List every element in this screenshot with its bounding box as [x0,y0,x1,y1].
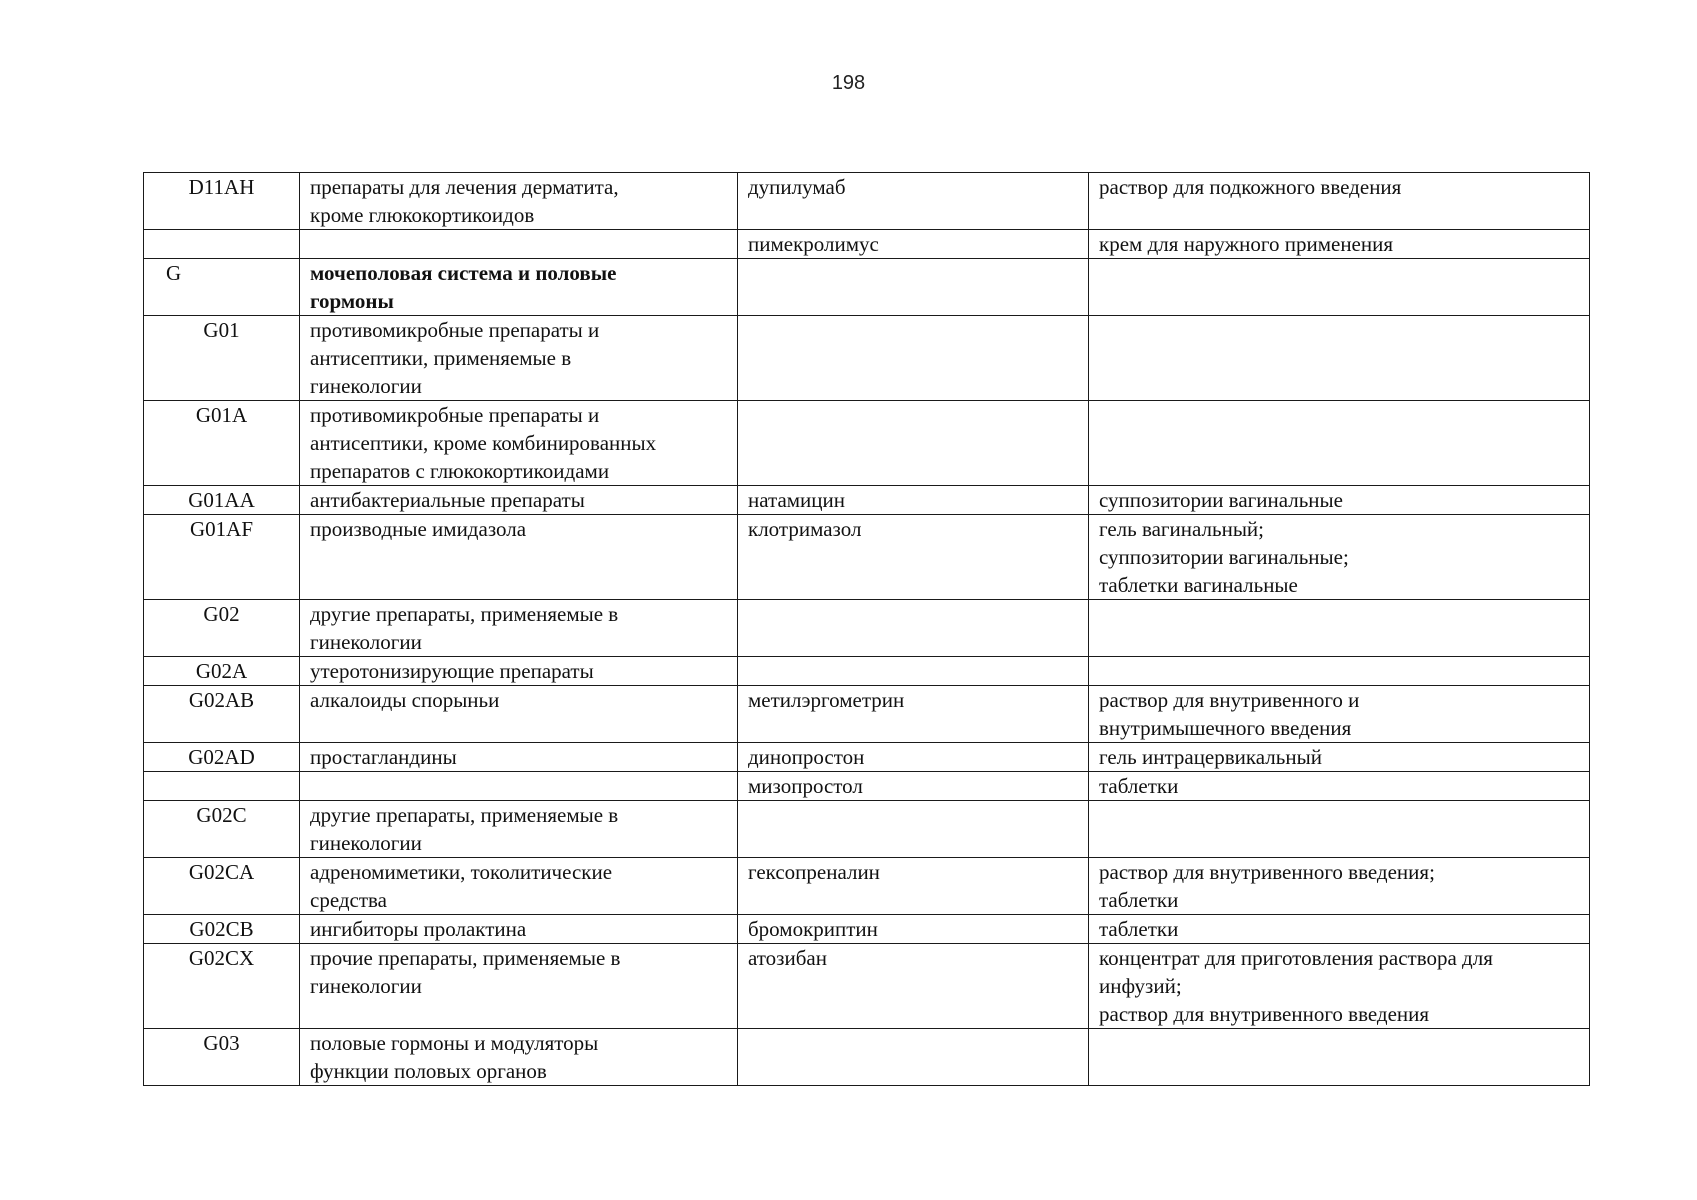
group-name-line: функции половых органов [310,1059,547,1083]
atc-code-cell: G01AF [144,515,300,600]
group-name-line: адреномиметики, токолитические [310,860,613,884]
table-row [144,316,1590,401]
atc-code-cell: G02AB [144,686,300,743]
group-name-line: гинекологии [310,630,422,654]
drug-name-cell [738,316,1089,401]
drug-name-cell [738,743,1089,772]
dosage-form-cell [1089,772,1590,801]
drug-name-line: натамицин [748,488,846,512]
atc-code-cell: G02C [144,801,300,858]
atc-code-cell: G02 [144,600,300,657]
group-name-cell [300,515,738,600]
group-name-line: утеротонизирующие препараты [310,659,594,683]
table-row [144,801,1590,858]
group-name-line: препаратов с глюкокортикоидами [310,459,610,483]
drug-name-cell [738,686,1089,743]
table-row [144,657,1590,686]
group-name-cell [300,173,738,230]
dosage-form-line: раствор для внутривенного введения; [1099,860,1435,884]
atc-code-cell: G02CB [144,915,300,944]
dosage-form-line: суппозитории вагинальные; [1099,545,1349,569]
table-row [144,259,1590,316]
group-name-cell [300,259,738,316]
group-name-cell [300,316,738,401]
table-row [144,772,1590,801]
group-name-line: кроме глюкокортикоидов [310,203,535,227]
group-name-line: половые гормоны и модуляторы [310,1031,599,1055]
group-name-line: антисептики, кроме комбинированных [310,431,657,455]
dosage-form-cell [1089,173,1590,230]
group-name-line: средства [310,888,388,912]
group-name-cell [300,657,738,686]
group-name-cell [300,772,738,801]
dosage-form-line: инфузий; [1099,974,1182,998]
atc-code-cell: G02CA [144,858,300,915]
dosage-form-line: таблетки [1099,888,1179,912]
group-name-cell [300,401,738,486]
table-row [144,686,1590,743]
table-row [144,515,1590,600]
table-body [144,173,1590,1086]
group-name-cell [300,801,738,858]
atc-code-cell: G02CX [144,944,300,1029]
page-number: 198 [831,72,866,94]
group-name-line: антисептики, применяемые в [310,346,572,370]
group-name-line: алкалоиды спорыньи [310,688,500,712]
table-row [144,173,1590,230]
group-name-cell [300,915,738,944]
table-row [144,1029,1590,1086]
group-name-line: другие препараты, применяемые в [310,803,619,827]
atc-code-cell: G02AD [144,743,300,772]
group-name-line: простагландины [310,745,457,769]
drug-name-line: метилэргометрин [748,688,905,712]
atc-code-cell [144,230,300,259]
drug-name-cell [738,858,1089,915]
group-name-line: гинекологии [310,374,422,398]
group-name-line: гормоны [310,289,394,313]
dosage-form-cell [1089,858,1590,915]
dosage-form-cell [1089,486,1590,515]
dosage-form-cell [1089,657,1590,686]
group-name-line: мочеполовая система и половые [310,261,617,285]
group-name-cell [300,743,738,772]
drug-name-cell [738,1029,1089,1086]
dosage-form-cell [1089,230,1590,259]
group-name-cell [300,686,738,743]
atc-code-cell: G01A [144,401,300,486]
dosage-form-cell [1089,944,1590,1029]
group-name-line: гинекологии [310,831,422,855]
group-name-line: противомикробные препараты и [310,403,600,427]
table-row [144,915,1590,944]
drug-name-line: мизопростол [748,774,863,798]
dosage-form-cell [1089,743,1590,772]
dosage-form-line: гель интрацервикальный [1099,745,1322,769]
drug-name-line: пимекролимус [748,232,879,256]
dosage-form-cell [1089,515,1590,600]
dosage-form-cell [1089,401,1590,486]
drug-name-line: динопростон [748,745,865,769]
drug-name-cell [738,515,1089,600]
table-row [144,600,1590,657]
dosage-form-line: раствор для внутривенного и [1099,688,1360,712]
dosage-form-line: концентрат для приготовления раствора для [1099,946,1493,970]
drug-name-cell [738,401,1089,486]
group-name-line: производные имидазола [310,517,527,541]
group-name-cell [300,944,738,1029]
atc-code-cell: G02A [144,657,300,686]
drug-name-line: атозибан [748,946,827,970]
table-row [144,486,1590,515]
dosage-form-cell [1089,259,1590,316]
dosage-form-line: таблетки вагинальные [1099,573,1298,597]
dosage-form-cell [1089,1029,1590,1086]
table-row [144,401,1590,486]
group-name-line: гинекологии [310,974,422,998]
atc-code-cell: G01AA [144,486,300,515]
dosage-form-line: крем для наружного применения [1099,232,1394,256]
group-name-cell [300,858,738,915]
table-row [144,230,1590,259]
group-name-line: антибактериальные препараты [310,488,585,512]
atc-code-cell: G01 [144,316,300,401]
drug-classification-table [143,172,1590,1086]
dosage-form-line: гель вагинальный; [1099,517,1264,541]
drug-name-cell [738,600,1089,657]
atc-code-cell: G [144,259,300,316]
drug-name-line: дупилумаб [748,175,846,199]
group-name-cell [300,230,738,259]
drug-name-line: клотримазол [748,517,862,541]
dosage-form-line: раствор для подкожного введения [1099,175,1402,199]
drug-name-cell [738,657,1089,686]
drug-name-cell [738,801,1089,858]
drug-name-cell [738,772,1089,801]
dosage-form-line: раствор для внутривенного введения [1099,1002,1430,1026]
dosage-form-cell [1089,316,1590,401]
drug-name-cell [738,486,1089,515]
dosage-form-cell [1089,801,1590,858]
drug-name-cell [738,915,1089,944]
table-row [144,743,1590,772]
group-name-line: ингибиторы пролактина [310,917,527,941]
drug-name-cell [738,944,1089,1029]
dosage-form-cell [1089,915,1590,944]
dosage-form-cell [1089,686,1590,743]
group-name-cell [300,1029,738,1086]
dosage-form-cell [1089,600,1590,657]
drug-name-cell [738,259,1089,316]
table-row [144,858,1590,915]
dosage-form-line: суппозитории вагинальные [1099,488,1343,512]
atc-code-cell [144,772,300,801]
group-name-cell [300,600,738,657]
dosage-form-line: таблетки [1099,774,1179,798]
drug-name-cell [738,230,1089,259]
table-row [144,944,1590,1029]
atc-code-cell: D11AH [144,173,300,230]
drug-name-cell [738,173,1089,230]
dosage-form-line: таблетки [1099,917,1179,941]
group-name-line: препараты для лечения дерматита, [310,175,619,199]
atc-code-cell: G03 [144,1029,300,1086]
drug-name-line: бромокриптин [748,917,878,941]
drug-name-line: гексопреналин [748,860,880,884]
group-name-line: прочие препараты, применяемые в [310,946,621,970]
group-name-line: противомикробные препараты и [310,318,600,342]
dosage-form-line: внутримышечного введения [1099,716,1352,740]
group-name-line: другие препараты, применяемые в [310,602,619,626]
group-name-cell [300,486,738,515]
